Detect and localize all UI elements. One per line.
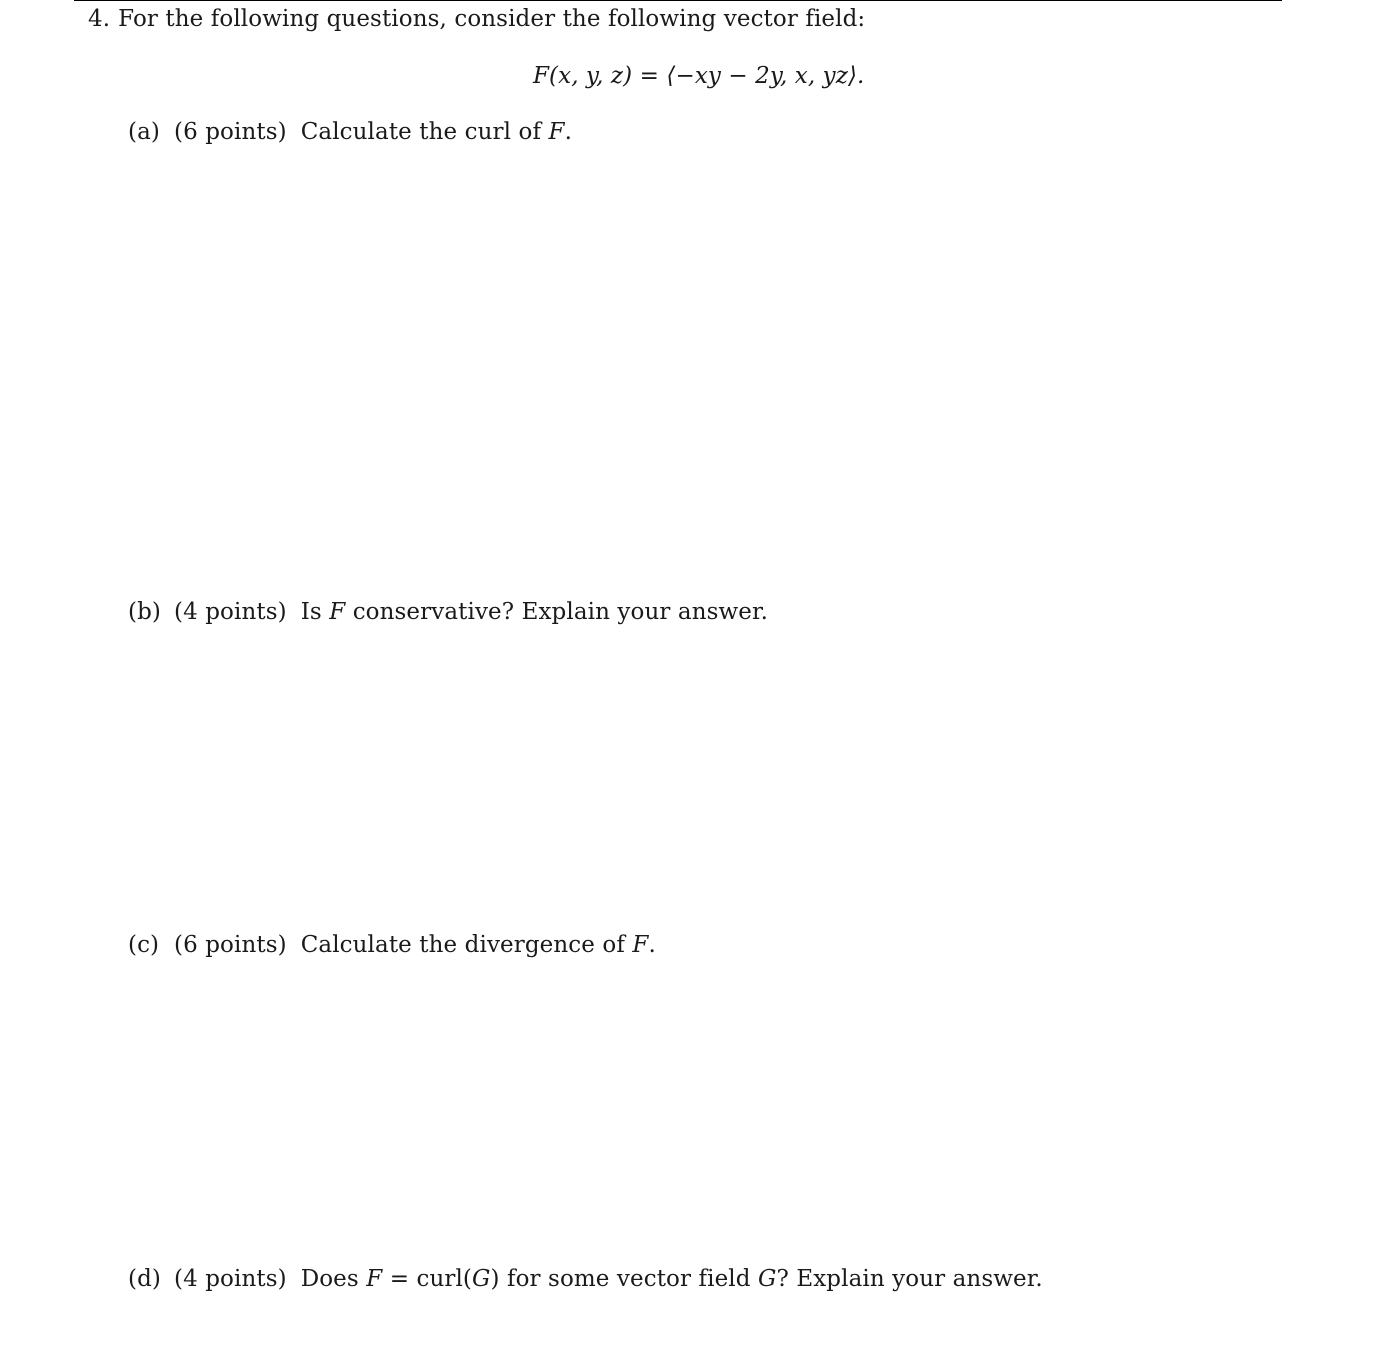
part-a <box>128 117 572 147</box>
part-d-points: (4 points) <box>174 1266 287 1292</box>
vector-field-equation: F(x, y, z) = ⟨−xy − 2y, x, yz⟩. <box>533 63 865 89</box>
question-number: 4. <box>88 6 111 32</box>
part-b-var: F <box>329 599 346 625</box>
part-d <box>128 1264 1043 1294</box>
part-d-label: (d) <box>128 1266 161 1292</box>
part-c-text: Calculate the divergence of <box>300 932 625 958</box>
part-a-label: (a) <box>128 119 160 145</box>
part-d-var: F <box>366 1266 383 1292</box>
question-intro <box>88 4 865 34</box>
top-rule <box>74 0 1282 1</box>
part-d-text-end: ? Explain your answer. <box>776 1266 1043 1292</box>
part-b-text: Is <box>300 599 322 625</box>
part-d-var2: G <box>472 1266 491 1292</box>
part-b <box>128 597 768 627</box>
part-b-text-end: conservative? Explain your answer. <box>352 599 768 625</box>
part-c-label: (c) <box>128 932 160 958</box>
part-c-var: F <box>632 932 649 958</box>
part-a-text: Calculate the curl of <box>300 119 542 145</box>
part-a-var: F <box>548 119 565 145</box>
part-b-label: (b) <box>128 599 161 625</box>
part-a-points: (6 points) <box>174 119 287 145</box>
part-c-points: (6 points) <box>174 932 287 958</box>
part-a-text-end: . <box>564 119 572 145</box>
part-d-text: Does <box>300 1266 359 1292</box>
part-c-text-end: . <box>648 932 656 958</box>
part-d-var3: G <box>758 1266 777 1292</box>
part-b-points: (4 points) <box>174 599 287 625</box>
part-c <box>128 930 656 960</box>
part-d-middle2: ) for some vector field <box>490 1266 751 1292</box>
question-intro-text: For the following questions, consider the following vector field: <box>118 6 866 32</box>
part-d-middle: = curl( <box>389 1266 473 1292</box>
